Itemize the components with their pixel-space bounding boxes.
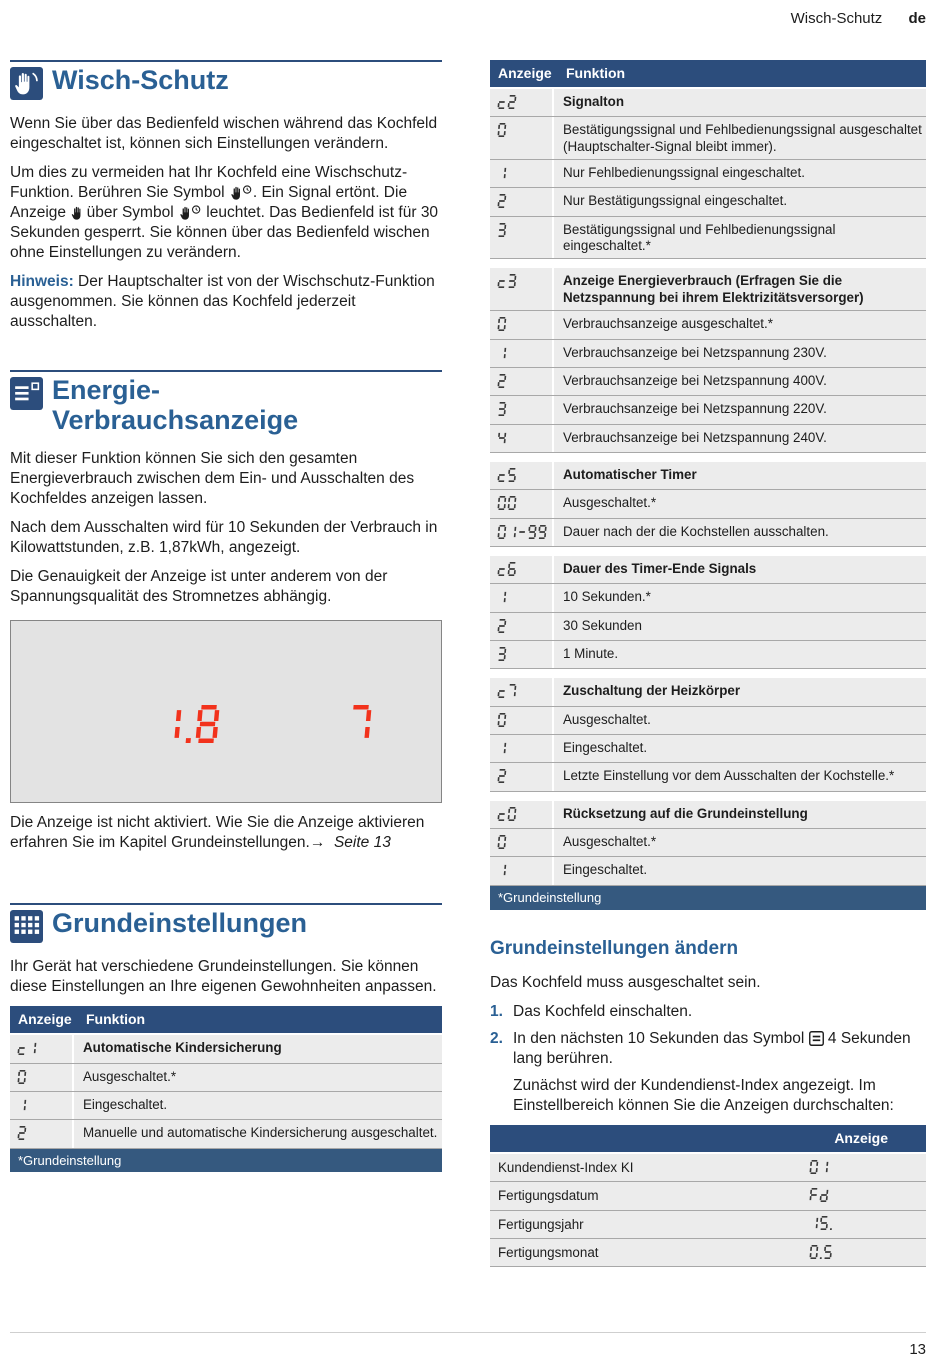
option-code [490, 829, 554, 856]
cooktop-display-illustration [10, 620, 442, 803]
option-text: Ausgeschaltet.* [563, 834, 657, 850]
option-text: Verbrauchsanzeige bei Netzspannung 220V. [563, 401, 827, 417]
header-language-code: de [908, 10, 926, 27]
table-row [490, 735, 926, 763]
option-code [490, 117, 554, 159]
option-text: Ausgeschaltet.* [83, 1068, 177, 1084]
option-text: Ausgeschaltet.* [563, 495, 657, 511]
option-code [490, 641, 554, 668]
table-row [490, 311, 926, 339]
table-row [490, 857, 926, 885]
table-header-row [10, 1006, 442, 1033]
option-text: Nur Bestätigungssignal eingeschaltet. [563, 193, 788, 209]
settings-table-left [10, 1006, 442, 1172]
table-row [490, 613, 926, 641]
table-row [490, 396, 926, 424]
table-group-header-row [490, 678, 926, 706]
display-value-right [349, 705, 370, 748]
option-code [490, 763, 554, 790]
option-code [490, 519, 554, 546]
option-code [490, 735, 554, 762]
section-title-text: Wisch-Schutz [52, 65, 229, 95]
setting-group [490, 89, 926, 259]
service-symbol-icon [809, 1030, 824, 1047]
option-code [490, 425, 554, 452]
option-text: Eingeschaltet. [83, 1096, 168, 1112]
section-divider [10, 370, 442, 372]
section-heading [10, 908, 442, 943]
setting-group [490, 801, 926, 886]
option-text: 1 Minute. [563, 645, 619, 661]
arrow-icon: → [309, 834, 326, 852]
table-footer: *Grundeinstellung [10, 1149, 442, 1173]
table-row [490, 425, 926, 453]
option-text: Verbrauchsanzeige bei Netzspannung 240V. [563, 429, 827, 445]
paragraph: Zunächst wird der Kundendienst-Index angezeigt. Im Einstellbereich können Sie die Anzeigen durchschalten: [513, 1076, 894, 1114]
table-row [490, 1239, 926, 1267]
option-code [490, 707, 554, 734]
table-group-header-row [490, 801, 926, 829]
paragraph: Die Anzeige ist nicht aktiviert. Wie Sie die Anzeige aktivieren erfahren Sie im Kapitel Grundeinstellungen.→ Seite 13 [10, 814, 425, 852]
setting-name: Zuschaltung der Heizkörper [563, 683, 741, 699]
table-row [490, 188, 926, 216]
option-text: 30 Sekunden [563, 617, 642, 633]
table-row [490, 641, 926, 669]
option-text: Nur Fehlbedienungssignal eingeschaltet. [563, 165, 805, 181]
setting-group [490, 678, 926, 791]
hand-timer-icon [229, 184, 253, 201]
note-paragraph: Hinweis: Der Hauptschalter ist von der Wischschutz-Funktion ausgenommen. Sie können das Kochfeld jederzeit ausschalten. [10, 272, 435, 330]
option-text: Eingeschaltet. [563, 862, 648, 878]
setting-name: Signalton [563, 94, 624, 110]
page-reference: Seite 13 [333, 834, 391, 852]
table-row [490, 707, 926, 735]
right-column [490, 60, 926, 1267]
table-group-header-row [10, 1035, 442, 1063]
setting-name: Automatische Kindersicherung [83, 1040, 282, 1056]
table-group-header-row [490, 89, 926, 117]
option-text: Verbrauchsanzeige bei Netzspannung 400V. [563, 372, 827, 388]
option-text: Bestätigungssignal und Fehlbedienungssignal ausgeschaltet (Hauptschalter-Signal bleibt immer). [563, 122, 922, 154]
setting-group [490, 556, 926, 669]
page-number: 13 [909, 1341, 926, 1358]
table-row [490, 117, 926, 160]
option-code [490, 311, 554, 338]
setting-code [10, 1035, 74, 1062]
paragraph: Ihr Gerät hat verschiedene Grundeinstellungen. Sie können diese Einstellungen an Ihre eigenen Gewohnheiten anpassen. [10, 958, 437, 996]
setting-name: Rücksetzung auf die Grundeinstellung [563, 805, 808, 821]
table-group-header-row [490, 268, 926, 311]
option-text: Manuelle und automatische Kindersicherung ausgeschaltet. [83, 1125, 438, 1141]
option-text: Letzte Einstellung vor dem Ausschalten der Kochstelle.* [563, 768, 895, 784]
table-row [490, 340, 926, 368]
service-row-value [806, 1184, 926, 1208]
step-2: 2. In den nächsten 10 Sekunden das Symbol 4 Sekunden lang berühren. [490, 1029, 926, 1069]
option-code [490, 188, 554, 215]
column-header-anzeige: Anzeige [498, 65, 552, 81]
option-text: Eingeschaltet. [563, 739, 648, 755]
paragraph: Das Kochfeld muss ausgeschaltet sein. [490, 973, 761, 991]
table-row [490, 519, 926, 547]
column-header-funktion: Funktion [566, 65, 626, 81]
table-header-row [490, 60, 926, 87]
option-text: 10 Sekunden.* [563, 589, 651, 605]
setting-code [490, 556, 554, 583]
table-group-header-row [490, 556, 926, 584]
section-grundeinstellungen [10, 903, 442, 1172]
service-index-table [490, 1125, 926, 1267]
grid-settings-icon [10, 908, 43, 943]
setting-name: Dauer des Timer-Ende Signals [563, 560, 757, 576]
table-row [490, 1182, 926, 1210]
section-wisch-schutz [10, 60, 442, 332]
table-row [490, 763, 926, 791]
page-header [791, 10, 926, 27]
table-row [490, 584, 926, 612]
paragraph: Um dies zu vermeiden hat Ihr Kochfeld eine Wischschutz-Funktion. Berühren Sie Symbol . Ein Signal ertönt. Die Anzeige über Symbol leuchtet. Das Bedienfeld ist für 30 Sekunden gesperrt. Sie können über das Bedienfeld wischen ohne Einstellungen zu verändern. [10, 163, 439, 261]
option-code [490, 368, 554, 395]
step-number: 2. [490, 1029, 503, 1047]
step-number: 1. [490, 1002, 503, 1020]
table-row [490, 1211, 926, 1239]
table-row [490, 490, 926, 518]
table-row [10, 1092, 442, 1120]
hand-indicator-icon [70, 204, 82, 221]
step-1: 1. Das Kochfeld einschalten. [490, 1002, 926, 1022]
setting-group [10, 1035, 442, 1148]
setting-code [490, 801, 554, 828]
service-row-label: Fertigungsjahr [498, 1216, 584, 1232]
energy-display-icon [10, 375, 43, 410]
option-code [490, 857, 554, 884]
section-title-text: Grundeinstellungen [52, 908, 308, 939]
footer-divider [10, 1332, 926, 1333]
service-row-label: Fertigungsdatum [498, 1188, 599, 1204]
steps-list [490, 1002, 926, 1069]
column-header-funktion: Funktion [86, 1011, 146, 1028]
setting-name: Automatischer Timer [563, 466, 697, 482]
table-group-header-row [490, 462, 926, 490]
option-text: Verbrauchsanzeige ausgeschaltet.* [563, 316, 773, 332]
table-footer: *Grundeinstellung [490, 886, 926, 910]
service-row-label: Kundendienst-Index KI [498, 1160, 634, 1176]
option-code [490, 340, 554, 367]
setting-group [490, 268, 926, 452]
setting-code [490, 89, 554, 116]
paragraph: Die Genauigkeit der Anzeige ist unter anderem von der Spannungsqualität des Stromnetzes abhängig. [10, 568, 388, 606]
table-row [10, 1064, 442, 1092]
note-label: Hinweis: [10, 272, 74, 290]
option-text: Dauer nach der die Kochstellen ausschalten. [563, 523, 829, 539]
wipe-protection-icon [10, 65, 43, 100]
option-code [490, 160, 554, 187]
option-code [10, 1092, 74, 1119]
settings-table-right [490, 60, 926, 910]
section-title-text: Energie- Verbrauchsanzeige [52, 374, 299, 436]
hand-timer-icon [178, 204, 202, 221]
setting-code [490, 268, 554, 310]
left-column [10, 60, 442, 1172]
setting-code [490, 462, 554, 489]
option-code [490, 584, 554, 611]
setting-group [490, 462, 926, 547]
option-code [10, 1120, 74, 1147]
table-row [490, 829, 926, 857]
option-text: Bestätigungssignal und Fehlbedienungssignal eingeschaltet.* [563, 221, 836, 254]
header-chapter-title: Wisch-Schutz [790, 10, 883, 27]
section-heading [10, 65, 442, 100]
service-row-value [806, 1212, 926, 1236]
table-row [10, 1120, 442, 1148]
display-value-left [159, 705, 218, 748]
section-divider [10, 903, 442, 905]
option-code [490, 396, 554, 423]
option-text: Ausgeschaltet. [563, 711, 651, 727]
option-code [490, 490, 554, 517]
option-text: Verbrauchsanzeige bei Netzspannung 230V. [563, 344, 827, 360]
setting-name: Anzeige Energieverbrauch (Erfragen Sie die Netzspannung bei ihrem Elektrizitätsversorger) [563, 273, 864, 305]
service-row-value [806, 1241, 926, 1265]
section-divider [10, 60, 442, 62]
service-row-label: Fertigungsmonat [498, 1245, 599, 1261]
section-heading [10, 375, 442, 435]
column-header-anzeige: Anzeige [18, 1011, 72, 1028]
table-row [490, 1154, 926, 1182]
section-energieverbrauchsanzeige [10, 370, 442, 853]
subsection-heading: Grundeinstellungen ändern [490, 937, 739, 959]
service-row-value [806, 1156, 926, 1180]
paragraph: Wenn Sie über das Bedienfeld wischen während das Kochfeld eingeschaltet ist, können sich Einstellungen verändern. [10, 115, 438, 152]
paragraph: Mit dieser Funktion können Sie sich den gesamten Energieverbrauch zwischen dem Ein- und Ausschalten des Kochfeldes anzeigen lassen. [10, 450, 415, 508]
option-code [490, 613, 554, 640]
table-row [490, 368, 926, 396]
option-code [490, 217, 554, 259]
table-row [490, 160, 926, 188]
setting-code [490, 678, 554, 705]
option-code [10, 1064, 74, 1091]
paragraph: Nach dem Ausschalten wird für 10 Sekunden der Verbrauch in Kilowattstunden, z.B. 1,87kWh, angezeigt. [10, 519, 438, 557]
table-header-row: Anzeige [490, 1125, 926, 1152]
table-row [490, 217, 926, 260]
